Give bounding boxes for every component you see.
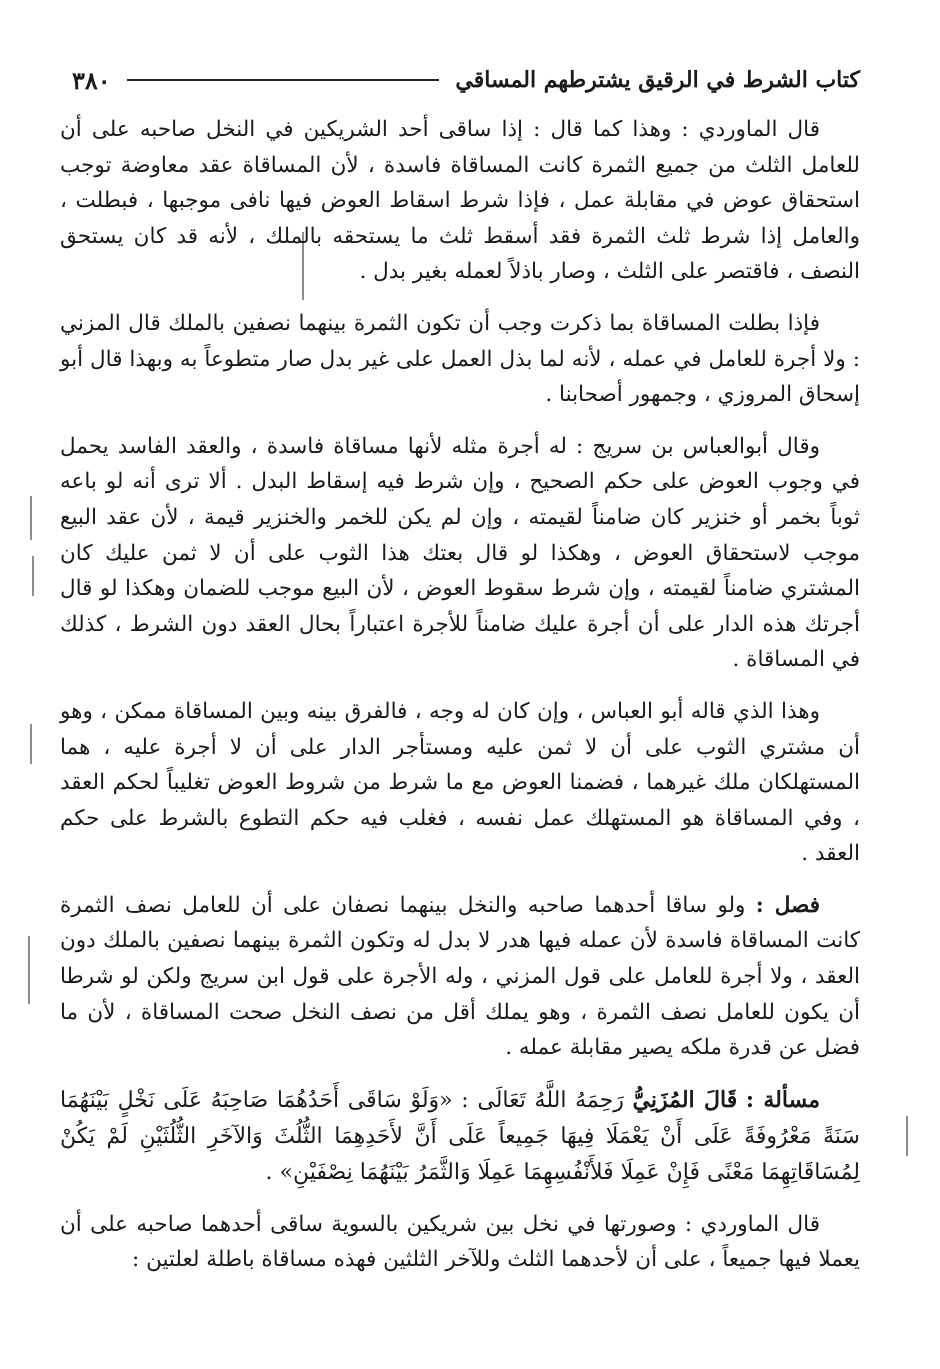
header-rule [127, 79, 440, 81]
document-page [60, 60, 860, 1294]
paragraph-closing [60, 1207, 860, 1278]
paragraph-text: فإذا بطلت المساقاة بما ذكرت وجب أن تكون الثمرة بينهما نصفين بالملك قال المزني : ولا أجرة للعامل في عمله ، لأنه لما بذل العمل على غير بدل صار متطوعاً به وبهذا قال أبو إسحاق المروزي ، وجمهور أصحابنا . [60, 310, 860, 408]
quote-text: رَحِمَهُ اللَّهُ تَعَالَى : «وَلَوْ سَاقَى أَحَدُهُمَا صَاحِبَهُ عَلَى نَخْلٍ بَيْنَهُمَا سَنَةً مَعْرُوفَةً عَلَى أَنْ يَعْمَلَا فِيهَا جَمِيعاً عَلَى أَنَّ لأَحَدِهِمَا الثُّلُثَ وَالآخَرِ الثُّلُثَيْنِ لَمْ يَكُنْ لِمُسَاقَاتِهِمَا مَعْنًى فَإِنْ عَمِلَا فَلأَنْفُسِهِمَا عَمِلَا وَالثَّمَرُ بَيْنَهُمَا نِصْفَيْنِ» . [60, 1087, 860, 1185]
section-heading-fasl: فصل : [755, 892, 820, 918]
margin-mark [28, 936, 30, 1004]
paragraph-text: وهذا الذي قاله أبو العباس ، وإن كان له وجه ، فالفرق بينه وبين المساقاة ممكن ، وهو أن مشتري الثوب على أن لا ثمن عليه ومستأجر الدار على أن لا أجرة عليه ، هما المستهلكان ملك غيرهما ، فضمنا العوض مع ما شرط من شروط العوض تغليباً لحكم العقد ، وفي المساقاة هو المستهلك عمل نفسه ، فغلب فيه حكم التطوع بالشرط على حكم العقد . [60, 698, 860, 867]
page-header [60, 60, 860, 100]
margin-mark [32, 556, 34, 596]
paragraph-4 [60, 694, 860, 872]
running-title: كتاب الشرط في الرقيق يشترطهم المساقي [455, 67, 860, 93]
paragraph-text: قال الماوردي : وهذا كما قال : إذا ساقى أحد الشريكين في النخل صاحبه على أن للعامل الثلث من جميع الثمرة كانت المساقاة فاسدة ، لأن المساقاة عقد معاوضة توجب استحقاق عوض في مقابلة عمل ، فإذا شرط اسقاط العوض فيها نافى موجبها ، فبطلت ، والعامل إذا شرط ثلث الثمرة فقد أسقط ثلث ما يستحقه بالملك ، لأنه قد كان يستحق النصف ، فاقتصر على الثلث ، وصار باذلاً لعمله بغير بدل . [60, 117, 860, 285]
margin-mark [906, 1116, 908, 1156]
margin-mark [30, 496, 32, 540]
section-heading-masala: مسألة : [745, 1086, 820, 1113]
masala-quote [60, 1082, 860, 1191]
paragraph-text: قال الماوردي : وصورتها في نخل بين شريكين بالسوية ساقى أحدهما صاحبه على أن يعملا فيها جميعاً ، على أن لأحدهما الثلث وللآخر الثلثين فهذه مساقاة باطلة لعلتين : [60, 1211, 860, 1273]
paragraph-text: وقال أبوالعباس بن سريج : له أجرة مثله لأنها مساقاة فاسدة ، والعقد الفاسد يحمل في وجوب العوض على حكم الصحيح ، وإن شرط فيه إسقاط البدل . ألا ترى أنه لو باعه ثوباً بخمر أو خنزير كان ضامناً لقيمته ، وإن لم يكن للخمر والخنزير قيمة ، لأن عقد البيع موجب لاستحقاق العوض ، وهكذا لو قال بعتك هذا الثوب على أن لا ثمن عليك كان المشتري ضامناً لقيمته ، وإن شرط سقوط العوض ، لأن البيع موجب للضمان وهكذا لو قال أجرتك هذه الدار على أن أجرة عليك ضامناً للأجرة اعتباراً بحال العقد دون الشرط ، كذلك في المساقاة . [60, 433, 860, 673]
paragraph-text: ولو ساقا أحدهما صاحبه والنخل بينهما نصفان على أن للعامل نصف الثمرة كانت المساقاة فاسدة لأن عمله فيها هدر لا بدل له وتكون الثمرة بينهما نصفين بالملك دون العقد ، ولا أجرة للعامل على قول المزني ، وله الأجرة على قول ابن سريج ولكن لو شرطا أن يكون للعامل نصف الثمرة ، وهو يملك أقل من نصف النخل صحت المساقاة ، لأن ما فضل عن قدرة ملكه يصير مقابلة عمله . [60, 892, 860, 1061]
paragraph-2 [60, 306, 860, 413]
paragraph-3 [60, 429, 860, 678]
page-number: ٣٨٠ [72, 65, 111, 95]
paragraph-fasl [60, 888, 860, 1066]
margin-mark [30, 724, 32, 764]
paragraph-1 [60, 112, 860, 290]
quote-speaker: قَالَ المُزَنِيُّ [632, 1086, 738, 1113]
